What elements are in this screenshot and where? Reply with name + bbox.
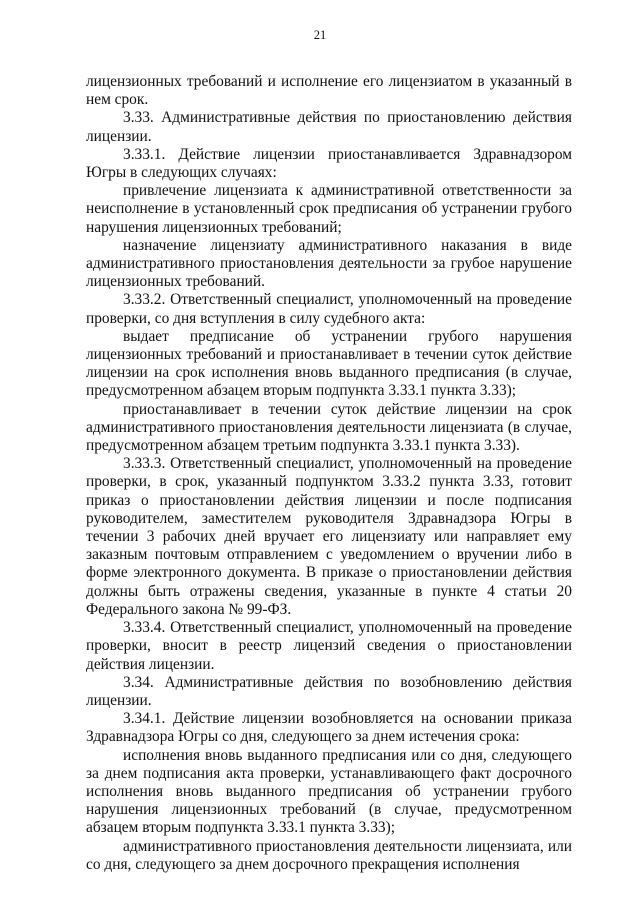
paragraph: привлечение лицензиата к административной ответственности за неисполнение в установленный срок предписания об устранении грубого нарушения лицензионных требований; xyxy=(86,182,572,236)
paragraph: 3.33.1. Действие лицензии приостанавливается Здравнадзором Югры в следующих случаях: xyxy=(86,145,572,182)
paragraph: назначение лицензиату административного наказания в виде административного приостановления деятельности за грубое нарушение лицензионных требований. xyxy=(86,236,572,291)
paragraph: административного приостановления деятельности лицензиата, или со дня, следующего за днем досрочного прекращения исполнения xyxy=(86,837,572,873)
document-body xyxy=(86,73,572,874)
page-number: 21 xyxy=(313,28,327,42)
paragraph: 3.33.4. Ответственный специалист, уполномоченный на проведение проверки, вносит в реестр лицензий сведения о приостановлении действия лицензии. xyxy=(86,619,572,673)
section-heading-3-33: 3.33. Административные действия по приостановлению действия лицензии. xyxy=(86,109,572,145)
paragraph: исполнения вновь выданного предписания или со дня, следующего за днем подписания акта проверки, устанавливающего факт досрочного исполнения вновь выданного предписания об устранении грубого нарушения лицензионных требований (в случае, предусмотренном абзацем вторым подпункта 3.33.1 пункта 3.33); xyxy=(86,746,572,837)
paragraph: лицензионных требований и исполнение его лицензиатом в указанный в нем срок. xyxy=(86,73,572,109)
section-heading-3-34: 3.34. Административные действия по возобновлению действия лицензии. xyxy=(86,673,572,709)
paragraph: 3.33.2. Ответственный специалист, уполномоченный на проведение проверки, со дня вступления в силу судебного акта: xyxy=(86,291,572,327)
paragraph: 3.33.3. Ответственный специалист, уполномоченный на проведение проверки, в срок, указанный подпунктом 3.33.2 пункта 3.33, готовит приказ о приостановлении действия лицензии и после подписания руководителем, заместителем руководителя Здравнадзора Югры в течении 3 рабочих дней вручает его лицензиату или направляет ему заказным почтовым отправлением с уведомлением о вручении либо в форме электронного документа. В приказе о приостановлении действия должны быть отражены сведения, указанные в пункте 4 статьи 20 Федерального закона № 99-ФЗ. xyxy=(86,455,572,618)
paragraph: приостанавливает в течении суток действие лицензии на срок административного приостановления деятельности лицензиата (в случае, предусмотренном абзацем третьим подпункта 3.33.1 пункта 3.33). xyxy=(86,400,572,455)
paragraph: выдает предписание об устранении грубого нарушения лицензионных требований и приостанавливает в течении суток действие лицензии на срок исполнения вновь выданного предписания (в случае, предусмотренном абзацем вторым подпункта 3.33.1 пункта 3.33); xyxy=(86,327,572,400)
paragraph: 3.34.1. Действие лицензии возобновляется на основании приказа Здравнадзора Югры со дня, следующего за днем истечения срока: xyxy=(86,710,572,746)
